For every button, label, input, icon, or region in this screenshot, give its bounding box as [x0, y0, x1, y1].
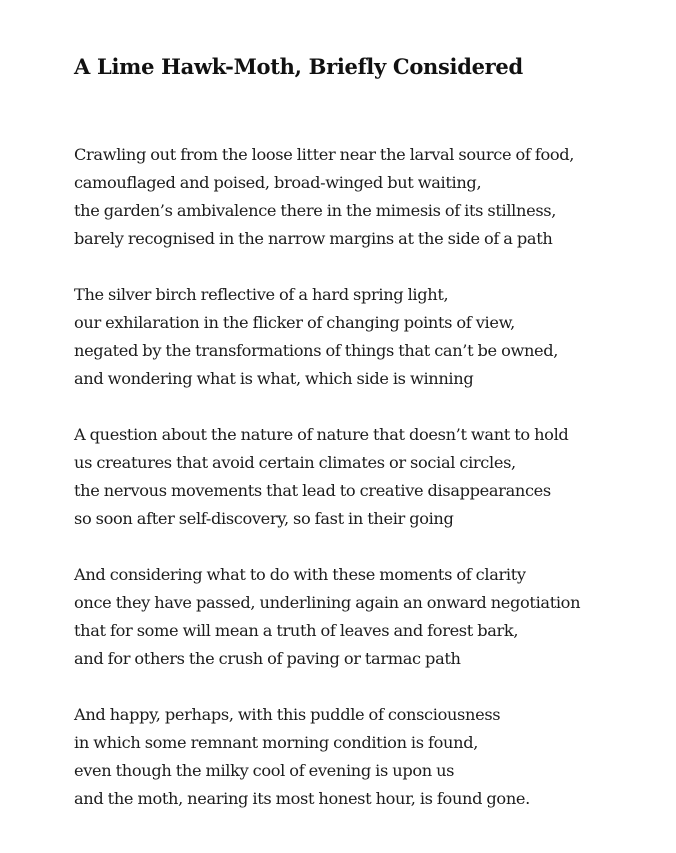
poem-line: that for some will mean a truth of leaves and forest bark,	[74, 621, 519, 640]
poem-title: A Lime Hawk-Moth, Briefly Considered	[74, 54, 523, 79]
poem-line: A question about the nature of nature that doesn’t want to hold	[74, 425, 569, 444]
poem-line: and the moth, nearing its most honest hour, is found gone.	[74, 789, 530, 808]
poem-line: once they have passed, underlining again an onward negotiation	[74, 593, 581, 612]
poem-line: the garden’s ambivalence there in the mimesis of its stillness,	[74, 201, 557, 220]
poem-line: And considering what to do with these moments of clarity	[74, 565, 526, 584]
poem-line: and wondering what is what, which side is winning	[74, 369, 474, 388]
stanza	[74, 281, 664, 393]
poem-body	[74, 141, 664, 841]
poem-line: And happy, perhaps, with this puddle of consciousness	[74, 705, 501, 724]
poem-line: even though the milky cool of evening is upon us	[74, 761, 455, 780]
stanza	[74, 561, 664, 673]
poem-line: so soon after self-discovery, so fast in their going	[74, 509, 454, 528]
stanza	[74, 701, 664, 813]
poem-line: our exhilaration in the flicker of changing points of view,	[74, 313, 515, 332]
poem-line: The silver birch reflective of a hard spring light,	[74, 285, 449, 304]
poem-line: camouflaged and poised, broad-winged but waiting,	[74, 173, 482, 192]
poem-line: Crawling out from the loose litter near the larval source of food,	[74, 145, 575, 164]
poem-line: negated by the transformations of things that can’t be owned,	[74, 341, 559, 360]
poem-line: in which some remnant morning condition is found,	[74, 733, 479, 752]
stanza	[74, 421, 664, 533]
stanza	[74, 141, 664, 253]
poem-line: the nervous movements that lead to creative disappearances	[74, 481, 551, 500]
poem-line: and for others the crush of paving or tarmac path	[74, 649, 461, 668]
poem-line: us creatures that avoid certain climates or social circles,	[74, 453, 516, 472]
poem-line: barely recognised in the narrow margins at the side of a path	[74, 229, 553, 248]
